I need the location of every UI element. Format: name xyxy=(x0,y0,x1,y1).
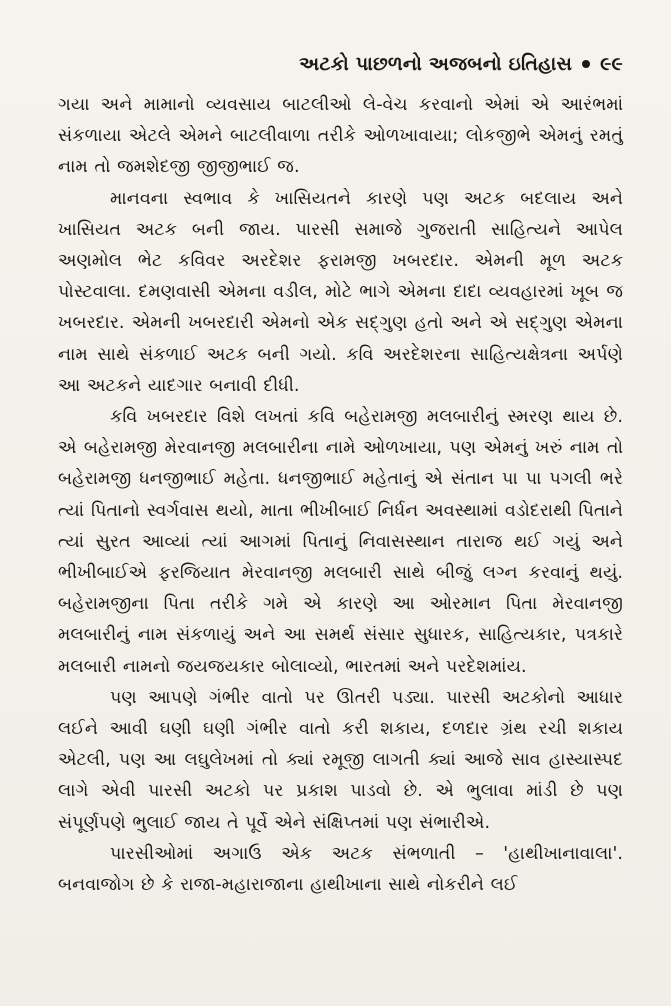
page-number: ૯૯ xyxy=(600,53,623,75)
running-header xyxy=(58,44,623,84)
chapter-title: અટકો પાછળનો અજબનો ઇતિહાસ xyxy=(299,53,573,75)
body-text xyxy=(58,90,623,901)
paragraph-1: ગયા અને મામાનો વ્યવસાય બાટલીઓ લે-વેચ કરવાનો એમાં એ આરંભમાં સંકળાયા એટલે એમને બાટલીવાળા તરીકે ઓળખાવાયા; લોકજીભે એમનું રમતું નામ તો જમશેદજી જીજીભાઈ જ. xyxy=(58,95,623,178)
paragraph-4: પણ આપણે ગંભીર વાતો પર ઊતરી પડ્યા. પારસી અટકોનો આધાર લઈને આવી ઘણી ઘણી ગંભીર વાતો કરી શકાય, દળદાર ગ્રંથ રચી શકાય એટલી, પણ આ લઘુલેખમાં તો ક્યાં રમૂજી લાગતી ક્યાં આજે સાવ હાસ્યાસ્પદ લાગે એવી પારસી અટકો પર પ્રકાશ પાડવો છે. એ ભુલાવા માંડી છે પણ સંપૂર્ણપણે ભુલાઈ જાય તે પૂર્વે એને સંક્ષિપ્તમાં પણ સંભારીએ. xyxy=(58,687,623,833)
paragraph-5: પારસીઓમાં અગાઉ એક અટક સંભળાતી – 'હાથીખાનાવાલા'. બનવાજોગ છે કે રાજા-મહારાજાના હાથીખાના સાથે નોકરીને લઈ xyxy=(58,843,623,896)
paragraph-3: કવિ ખબરદાર વિશે લખતાં કવિ બહેરામજી મલબારીનું સ્મરણ થાય છે. એ બહેરામજી મેરવાનજી મલબારીના નામે ઓળખાયા, પણ એમનું ખરું નામ તો બહેરામજી ધનજીભાઈ મહેતા. ધનજીભાઈ મહેતાનું એ સંતાન પા પા પગલી ભરે ત્યાં પિતાનો સ્વર્ગવાસ થયો, માતા ભીખીબાઈ નિર્ધન અવસ્થામાં વડોદરાથી પિતાને ત્યાં સુરત આવ્યાં ત્યાં આગમાં પિતાનું નિવાસસ્થાન તારાજ થઈ ગયું અને ભીખીબાઈએ ફરજિયાત મેરવાનજી મલબારી સાથે બીજું લગ્ન કરવાનું થયું. બહેરામજીના પિતા તરીકે ગમે એ કારણે આ ઓરમાન પિતા મેરવાનજી મલબારીનું નામ સંકળાયું અને આ સમર્થ સંસાર સુધારક, સાહિત્યકાર, પત્રકારે મલબારી નામનો જયજયકાર બોલાવ્યો, ભારતમાં અને પરદેશમાંય. xyxy=(58,407,623,677)
paragraph-2: માનવના સ્વભાવ કે ખાસિયતને કારણે પણ અટક બદલાય અને ખાસિયત અટક બની જાય. પારસી સમાજે ગુજરાતી સાહિત્યને આપેલ અણમોલ ભેટ કવિવર અરદેશર ફરામજી ખબરદાર. એમની મૂળ અટક પોસ્ટવાલા. દમણવાસી એમના વડીલ, મોટે ભાગે એમના દાદા વ્યવહારમાં ખૂબ જ ખબરદાર. એમની ખબરદારી એમનો એક સદ્ગુણ હતો અને એ સદ્ગુણ એમના નામ સાથે સંકળાઈ અટક બની ગયો. કવિ અરદેશરના સાહિત્યક્ષેત્રના અર્પણે આ અટકને યાદગાર બનાવી દીધી. xyxy=(58,188,623,396)
bullet-separator xyxy=(582,60,590,68)
